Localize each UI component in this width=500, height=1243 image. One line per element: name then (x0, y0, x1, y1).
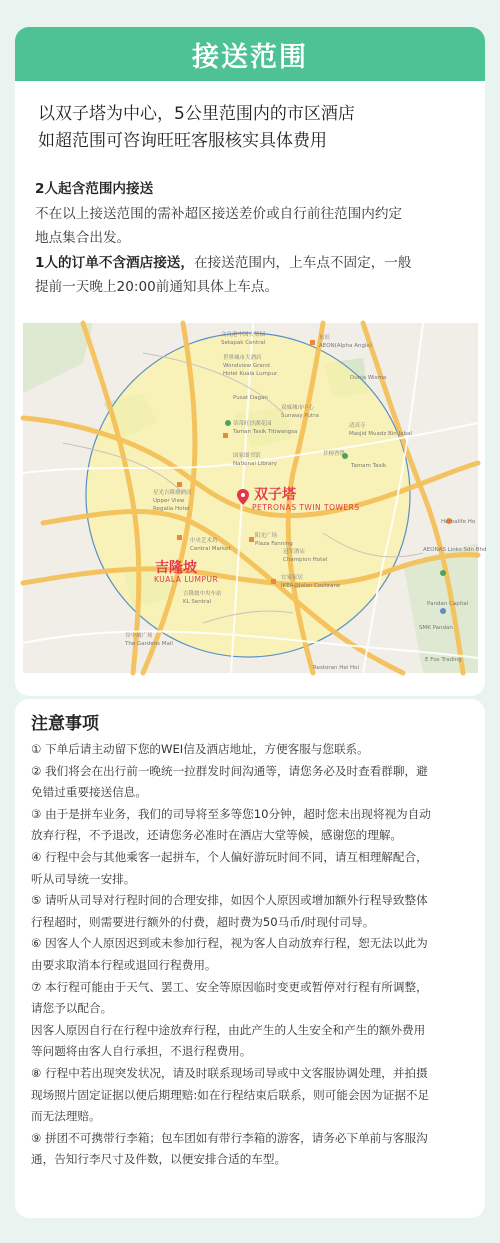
map-poi: AEONAS Links Sdn Bhd (423, 547, 487, 553)
map-poi: Champion Hotel (283, 557, 328, 563)
map-poi: The Gardens Mall (125, 641, 173, 647)
note-line: ⑦ 本行程可能由于天气、罢工、安全等原因临时变更或暂停对行程有所调整， (31, 979, 428, 994)
map-poi: AEON(Alpha Angle) (319, 343, 373, 349)
map-poi: 东旺 (319, 335, 331, 341)
rule-heading-2: 1人的订单不含酒店接送， (35, 254, 194, 271)
map-poi: Tamam Tasik (351, 463, 387, 469)
map-poi: 谷中城广场 (125, 633, 153, 639)
map-poi: National Library (233, 461, 277, 467)
map-poi: Masjid Muadz Bin Jabal (349, 431, 412, 437)
note-line: ⑨ 拼团不可携带行李箱；包车团如有带行李箱的游客，请务必下单前与客服沟 (31, 1130, 428, 1145)
map-poi: Taman Tasik Titiwangsa (233, 429, 298, 435)
map-poi: 双威城市中心 (281, 405, 315, 411)
map-poi: 甘榜峇鲁 (323, 451, 346, 457)
map-poi: E Fox Trading (425, 657, 462, 663)
map-poi: 清真寺 (349, 423, 366, 429)
intro-line-2: 如超范围可咨询旺旺客服核实具体费用 (38, 131, 327, 151)
rule-text-2-rest: 在接送范围内，上车点不固定，一般 (194, 254, 412, 271)
note-line: 请您予以配合。 (31, 1001, 113, 1016)
map-poi: 星光吉隆坡酒店 (153, 490, 192, 496)
note-line: ⑥ 因客人个人原因迟到或未参加行程，视为客人自动放弃行程，恕无法以此为 (31, 936, 428, 951)
map-poi: Central Market (190, 546, 231, 552)
notes-list (31, 739, 476, 1171)
note-line: ④ 行程中会与其他乘客一起拼车，个人偏好游玩时间不同，请互相理解配合， (31, 849, 428, 864)
note-line: ⑧ 行程中若出现突发状况，请及时联系现场司导或中文客服协调处理，并拍摄 (31, 1065, 428, 1080)
map-poi: 宜家家居 (281, 575, 304, 581)
rule-line-2 (35, 251, 470, 276)
note-line: 由要求取消本行程或退回行程费用。 (31, 957, 217, 972)
note-line: ③ 由于是拼车业务，我们的司导将至多等您10分钟，超时您未出现将视为自动 (31, 806, 431, 821)
note-line: 免错过重要接送信息。 (31, 785, 147, 800)
note-line: 等问题将由客人自行承担，不退行程费用。 (31, 1044, 252, 1059)
note-line: 通，告知行李尺寸及件数，以便安排合适的车型。 (31, 1152, 287, 1167)
range-intro (38, 101, 468, 155)
section-title: 接送范围 (192, 41, 308, 73)
section-header (15, 27, 485, 81)
rule-text-1-line-2: 地点集合出发。 (35, 230, 131, 246)
note-line: ② 我们将会在出行前一晚统一拉群发时间沟通等，请您务必及时查看群聊，避 (31, 763, 428, 778)
map-poi: Restoran Hei Hoi (313, 665, 360, 671)
map-poi: Setapak Central (221, 340, 266, 346)
note-line: 行程超时，则需要进行额外的付费，超时费为50马币/时现付司导。 (31, 914, 375, 929)
map-poi: 阳光广场 (255, 533, 278, 539)
map-poi: 文良港中国人墓园 (221, 332, 266, 338)
rule-text-1-line-1: 不在以上接送范围的需补超区接送差价或自行前往范围内约定 (35, 205, 403, 222)
map-poi: Upper View (153, 498, 185, 504)
note-line: 放弃行程，不予退改，还请您务必准时在酒店大堂等候，感谢您的理解。 (31, 828, 403, 843)
notes-card (15, 699, 485, 1218)
note-line: 现场照片固定证据以便后期理赔:如在行程结束后联系，则可能会因为证据不足 (31, 1087, 430, 1102)
pickup-range-card (15, 27, 485, 696)
pickup-range-map (23, 323, 487, 673)
map-poi: Wondview Grand (223, 363, 270, 369)
map-poi: Regalia Hotel (153, 506, 190, 512)
note-line: 因客人原因自行在行程中途放弃行程，由此产生的人生安全和产生的额外费用 (31, 1022, 426, 1037)
map-poi: 中央艺术坊 (190, 538, 218, 544)
pickup-rules (35, 177, 470, 300)
note-line: ① 下单后请主动留下您的WEI信及酒店地址，方便客服与您联系。 (31, 742, 369, 756)
note-line: 而无法理赔。 (31, 1109, 101, 1124)
map-poi: 国家图书馆 (233, 453, 261, 459)
map-center-label-en: PETRONAS TWIN TOWERS (252, 503, 360, 512)
rule-text-2-line-2: 提前一天晚上20:00前通知具体上车点。 (35, 279, 279, 295)
map-poi: 冠军酒店 (283, 549, 306, 555)
map-poi: 世界城市大酒店 (223, 355, 262, 361)
map-poi: IKEA@Jalan Cochrane (281, 583, 341, 589)
map-poi: Plaza Fanning (255, 541, 293, 547)
map-poi: 吉隆坡中央车站 (183, 591, 222, 597)
map-poi: Hotel Kuala Lumpur (223, 371, 278, 377)
map-poi: Herbalife Ho (441, 519, 476, 525)
map-city-label-cn: 吉隆坡 (155, 560, 197, 576)
map-poi: SMK Pandan (419, 625, 453, 631)
map-center-label-cn: 双子塔 (254, 487, 296, 503)
map-poi: Sunway Putra (281, 413, 319, 419)
note-line: ⑤ 请听从司导对行程时间的合理安排，如因个人原因或增加额外行程导致整体 (31, 893, 428, 908)
map-city-label-en: KUALA LUMPUR (154, 575, 219, 584)
intro-line-1: 以双子塔为中心，5公里范围内的市区酒店 (38, 104, 355, 124)
map-poi: Pandan Capital (427, 601, 469, 607)
note-line: 听从司导统一安排。 (31, 871, 136, 886)
map-poi: Pusat Dagan (233, 395, 268, 401)
map-poi: Dunia Wisma (350, 375, 387, 381)
notes-title: 注意事项 (31, 714, 99, 734)
map-poi: 蒂蒂旺沙湖花园 (233, 421, 272, 427)
map-poi: KL Sentral (183, 599, 212, 605)
rule-heading-1: 2人起含范围内接送 (35, 181, 154, 197)
